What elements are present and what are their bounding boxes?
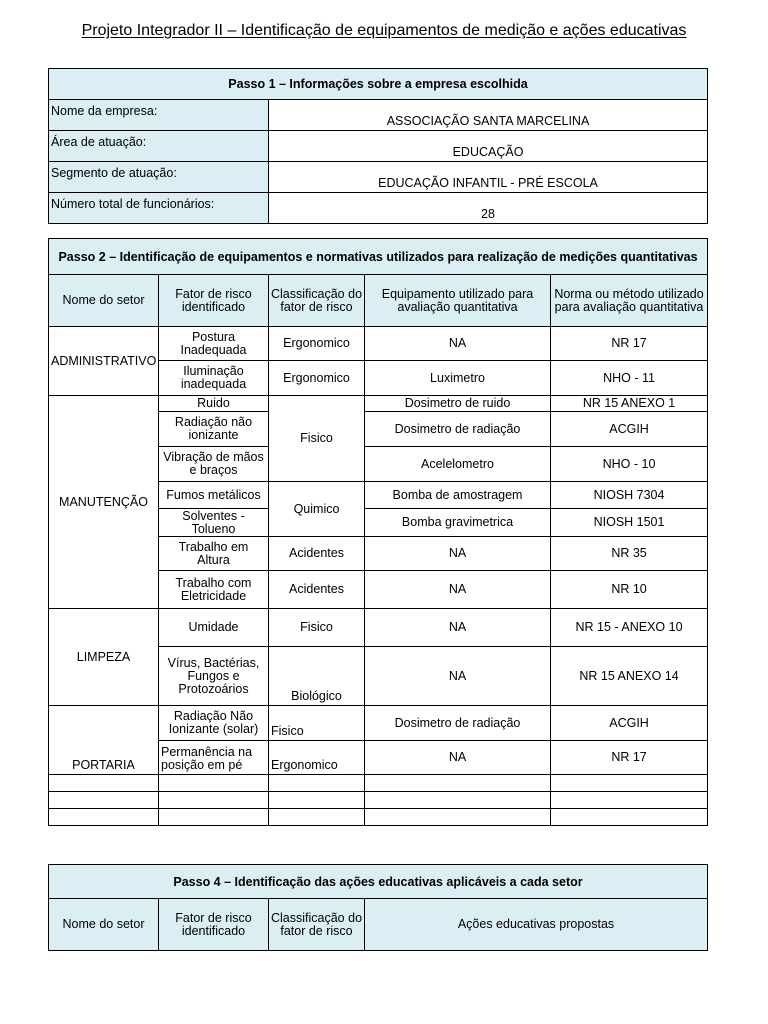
risk-factor: Radiação Não Ionizante (solar) xyxy=(159,706,269,741)
equipment: Dosimetro de radiação xyxy=(365,706,551,741)
risk-factor: Fumos metálicos xyxy=(159,482,269,509)
norm: NR 10 xyxy=(551,571,708,609)
col-classification: Classificação do fator de risco xyxy=(269,275,365,327)
risk-class: Quimico xyxy=(269,482,365,537)
equipment: NA xyxy=(365,741,551,775)
col-risk-factor: Fator de risco identificado xyxy=(159,899,269,951)
equipment: Luximetro xyxy=(365,361,551,396)
col-equipment: Equipamento utilizado para avaliação quantitativa xyxy=(365,275,551,327)
risk-class: Ergonomico xyxy=(269,361,365,396)
sector-limpeza: LIMPEZA xyxy=(49,609,159,706)
equipment: Dosimetro de radiação xyxy=(365,412,551,447)
risk-class: Biológico xyxy=(269,647,365,706)
company-name-value: ASSOCIAÇÃO SANTA MARCELINA xyxy=(269,100,708,131)
risk-factor: Iluminação inadequada xyxy=(159,361,269,396)
step2-header: Passo 2 – Identificação de equipamentos e normativas utilizados para realização de medições quantitativas xyxy=(49,239,708,275)
risk-factor: Trabalho em Altura xyxy=(159,537,269,571)
sector-portaria: PORTARIA xyxy=(49,706,159,775)
col-sector: Nome do setor xyxy=(49,899,159,951)
equipment: Bomba de amostragem xyxy=(365,482,551,509)
risk-class: Fisico xyxy=(269,706,365,741)
norm: NR 35 xyxy=(551,537,708,571)
risk-class: Ergonomico xyxy=(269,327,365,361)
norm: ACGIH xyxy=(551,412,708,447)
col-sector: Nome do setor xyxy=(49,275,159,327)
segment-value: EDUCAÇÃO INFANTIL - PRÉ ESCOLA xyxy=(269,162,708,193)
empty-row xyxy=(49,809,708,826)
norm: NR 17 xyxy=(551,741,708,775)
equipment: NA xyxy=(365,537,551,571)
risk-factor: Vibração de mãos e braços xyxy=(159,447,269,482)
equipment: NA xyxy=(365,327,551,361)
risk-factor: Permanência na posição em pé xyxy=(159,741,269,775)
step1-header: Passo 1 – Informações sobre a empresa escolhida xyxy=(49,69,708,100)
equipment: NA xyxy=(365,647,551,706)
risk-factor: Ruido xyxy=(159,396,269,412)
norm: NR 15 ANEXO 1 xyxy=(551,396,708,412)
risk-factor: Vírus, Bactérias, Fungos e Protozoários xyxy=(159,647,269,706)
empty-row xyxy=(49,792,708,809)
risk-factor: Postura Inadequada xyxy=(159,327,269,361)
norm: NR 15 ANEXO 14 xyxy=(551,647,708,706)
risk-class: Fisico xyxy=(269,396,365,482)
sector-manutencao: MANUTENÇÃO xyxy=(49,396,159,609)
risk-class: Acidentes xyxy=(269,537,365,571)
col-educational-actions: Ações educativas propostas xyxy=(365,899,708,951)
equipment: NA xyxy=(365,609,551,647)
norm: NR 17 xyxy=(551,327,708,361)
risk-class: Fisico xyxy=(269,609,365,647)
equipment: Bomba gravimetrica xyxy=(365,509,551,537)
norm: NR 15 - ANEXO 10 xyxy=(551,609,708,647)
activity-area-label: Área de atuação: xyxy=(49,131,269,162)
norm: ACGIH xyxy=(551,706,708,741)
col-norm: Norma ou método utilizado para avaliação quantitativa xyxy=(551,275,708,327)
segment-label: Segmento de atuação: xyxy=(49,162,269,193)
equipment: NA xyxy=(365,571,551,609)
activity-area-value: EDUCAÇÃO xyxy=(269,131,708,162)
risk-factor: Radiação não ionizante xyxy=(159,412,269,447)
step4-header: Passo 4 – Identificação das ações educativas aplicáveis a cada setor xyxy=(49,865,708,899)
risk-factor: Trabalho com Eletricidade xyxy=(159,571,269,609)
equipment: Acelelometro xyxy=(365,447,551,482)
risk-class: Ergonomico xyxy=(269,741,365,775)
document-title: Projeto Integrador II – Identificação de equipamentos de medição e ações educativas xyxy=(81,22,687,39)
sector-administrativo: ADMINISTRATIVO xyxy=(49,327,159,396)
employees-value: 28 xyxy=(269,193,708,224)
norm: NHO - 10 xyxy=(551,447,708,482)
risk-factor: Umidade xyxy=(159,609,269,647)
employees-label: Número total de funcionários: xyxy=(49,193,269,224)
step1-table xyxy=(48,68,708,224)
col-risk-factor: Fator de risco identificado xyxy=(159,275,269,327)
norm: NIOSH 7304 xyxy=(551,482,708,509)
company-name-label: Nome da empresa: xyxy=(49,100,269,131)
norm: NIOSH 1501 xyxy=(551,509,708,537)
risk-class: Acidentes xyxy=(269,571,365,609)
step2-table xyxy=(48,238,708,826)
col-classification: Classificação do fator de risco xyxy=(269,899,365,951)
empty-row xyxy=(49,775,708,792)
equipment: Dosimetro de ruido xyxy=(365,396,551,412)
norm: NHO - 11 xyxy=(551,361,708,396)
risk-factor: Solventes - Tolueno xyxy=(159,509,269,537)
step4-table xyxy=(48,864,708,951)
